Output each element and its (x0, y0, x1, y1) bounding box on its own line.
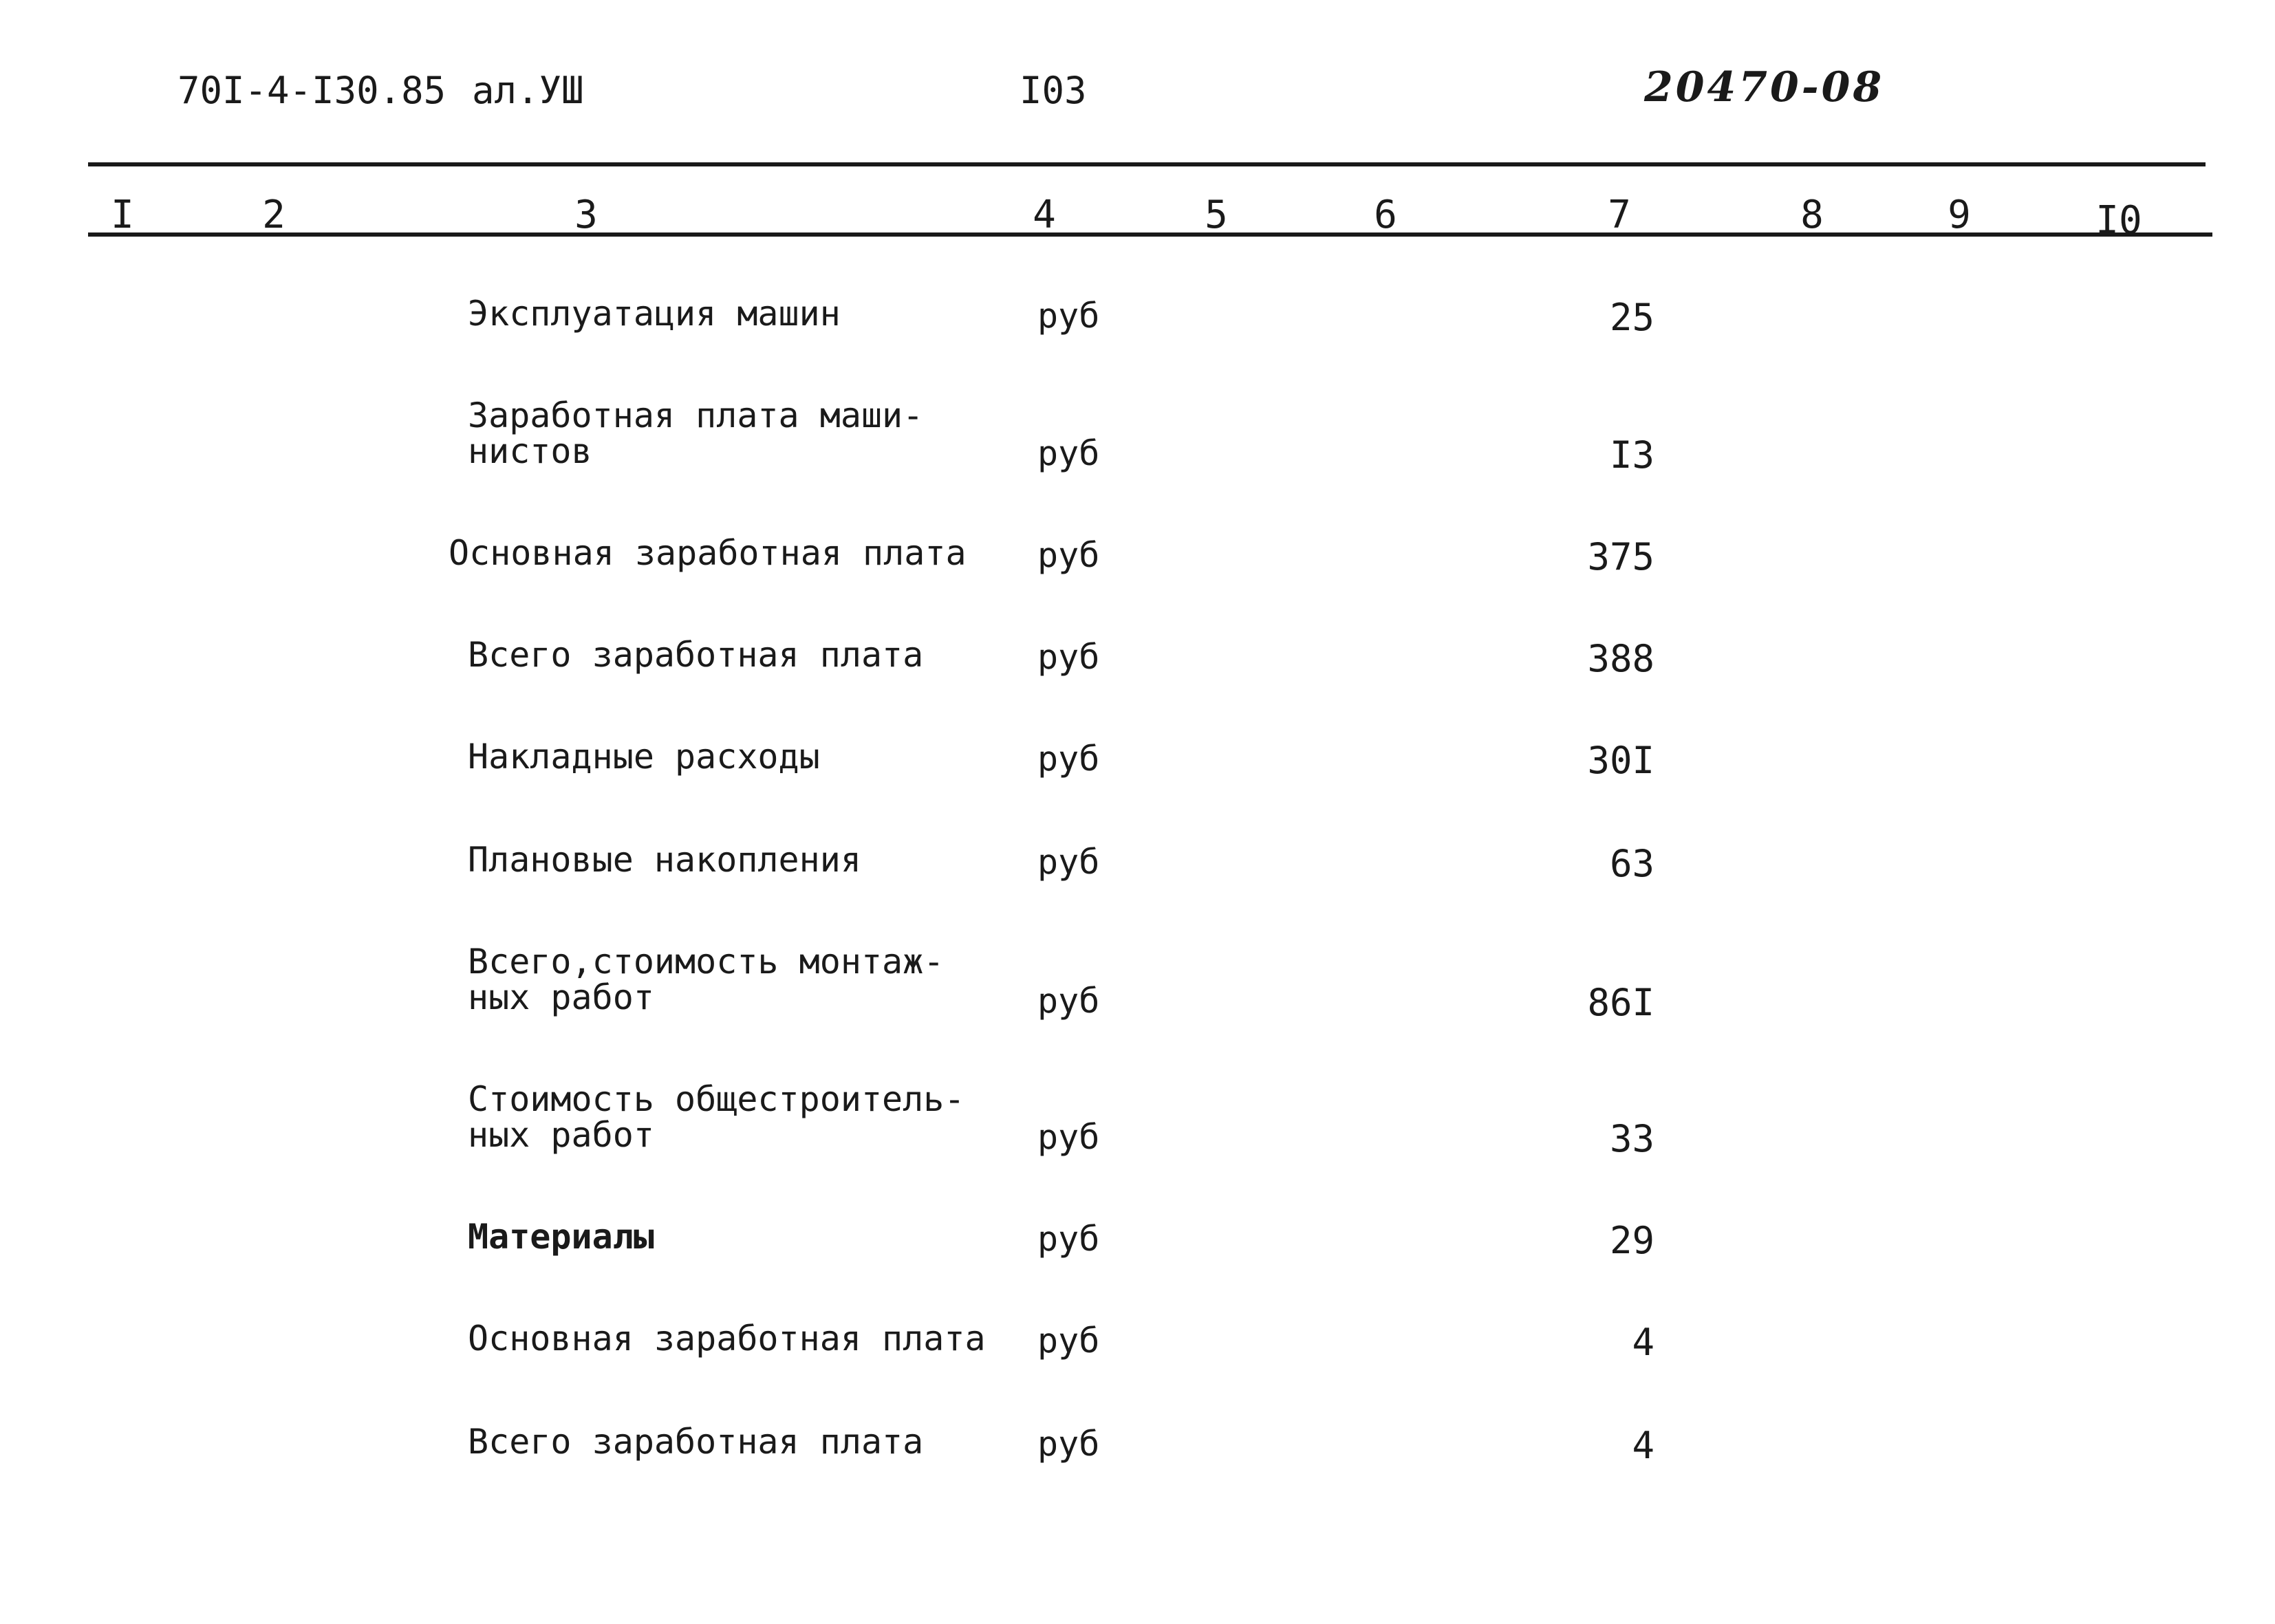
column-number-3: 3 (574, 193, 598, 237)
row-item-name: Всего,стоимость монтаж- ных работ (468, 942, 945, 1017)
row-value: 30I (1587, 739, 1654, 782)
row-item-name: Основная заработная плата (449, 533, 967, 573)
row-item-name: Заработная плата маши- нистов (468, 396, 924, 471)
table-row (0, 1424, 2275, 1520)
column-number-7: 7 (1608, 193, 1631, 237)
table-row (0, 1219, 2275, 1315)
table-row (0, 398, 2275, 494)
row-value: 33 (1609, 1117, 1654, 1160)
table-row (0, 1321, 2275, 1417)
header-bottom-rule (88, 232, 2212, 237)
row-item-name: Основная заработная плата (468, 1319, 986, 1358)
column-number-8: 8 (1800, 193, 1824, 237)
row-value: 25 (1609, 296, 1654, 339)
row-unit: руб (1037, 296, 1100, 336)
column-number-6: 6 (1374, 193, 1397, 237)
row-unit: руб (1037, 1321, 1100, 1361)
row-item-name: Стоимость общестроитель- ных работ (468, 1079, 965, 1155)
column-number-1: I (111, 193, 134, 237)
row-unit: руб (1037, 535, 1100, 575)
row-item-name: Всего заработная плата (468, 635, 924, 675)
top-rule (88, 162, 2206, 166)
page-number: I03 (1020, 69, 1087, 112)
column-number-2: 2 (262, 193, 285, 237)
table-row (0, 842, 2275, 938)
table-row (0, 1081, 2275, 1178)
row-value: 29 (1609, 1219, 1654, 1262)
row-item-name: Материалы (468, 1217, 654, 1257)
row-unit: руб (1037, 981, 1100, 1021)
row-unit: руб (1037, 1219, 1100, 1259)
row-value: 86I (1587, 981, 1654, 1024)
row-item-name: Всего заработная плата (468, 1422, 924, 1462)
row-unit: руб (1037, 433, 1100, 473)
table-row (0, 296, 2275, 392)
row-value: I3 (1609, 433, 1654, 477)
row-unit: руб (1037, 739, 1100, 779)
row-unit: руб (1037, 1424, 1100, 1464)
table-row (0, 637, 2275, 733)
table-row (0, 535, 2275, 631)
row-item-name: Накладные расходы (468, 737, 820, 777)
column-number-5: 5 (1205, 193, 1228, 237)
table-row (0, 944, 2275, 1040)
row-item-name: Эксплуатация машин (468, 294, 841, 334)
archive-number: 20470-08 (1644, 63, 1885, 111)
row-value: 388 (1587, 637, 1654, 680)
document-code: 70I-4-I30.85 (177, 69, 446, 112)
row-unit: руб (1037, 637, 1100, 677)
column-number-10: I0 (2095, 198, 2142, 243)
row-value: 63 (1609, 842, 1654, 885)
row-value: 4 (1632, 1321, 1654, 1364)
row-unit: руб (1037, 842, 1100, 882)
row-unit: руб (1037, 1117, 1100, 1157)
row-value: 375 (1587, 535, 1654, 578)
table-row (0, 739, 2275, 835)
album-label: ал.УШ (472, 69, 584, 112)
row-value: 4 (1632, 1424, 1654, 1467)
column-number-4: 4 (1033, 193, 1056, 237)
row-item-name: Плановые накопления (468, 840, 861, 880)
column-number-9: 9 (1948, 193, 1971, 237)
